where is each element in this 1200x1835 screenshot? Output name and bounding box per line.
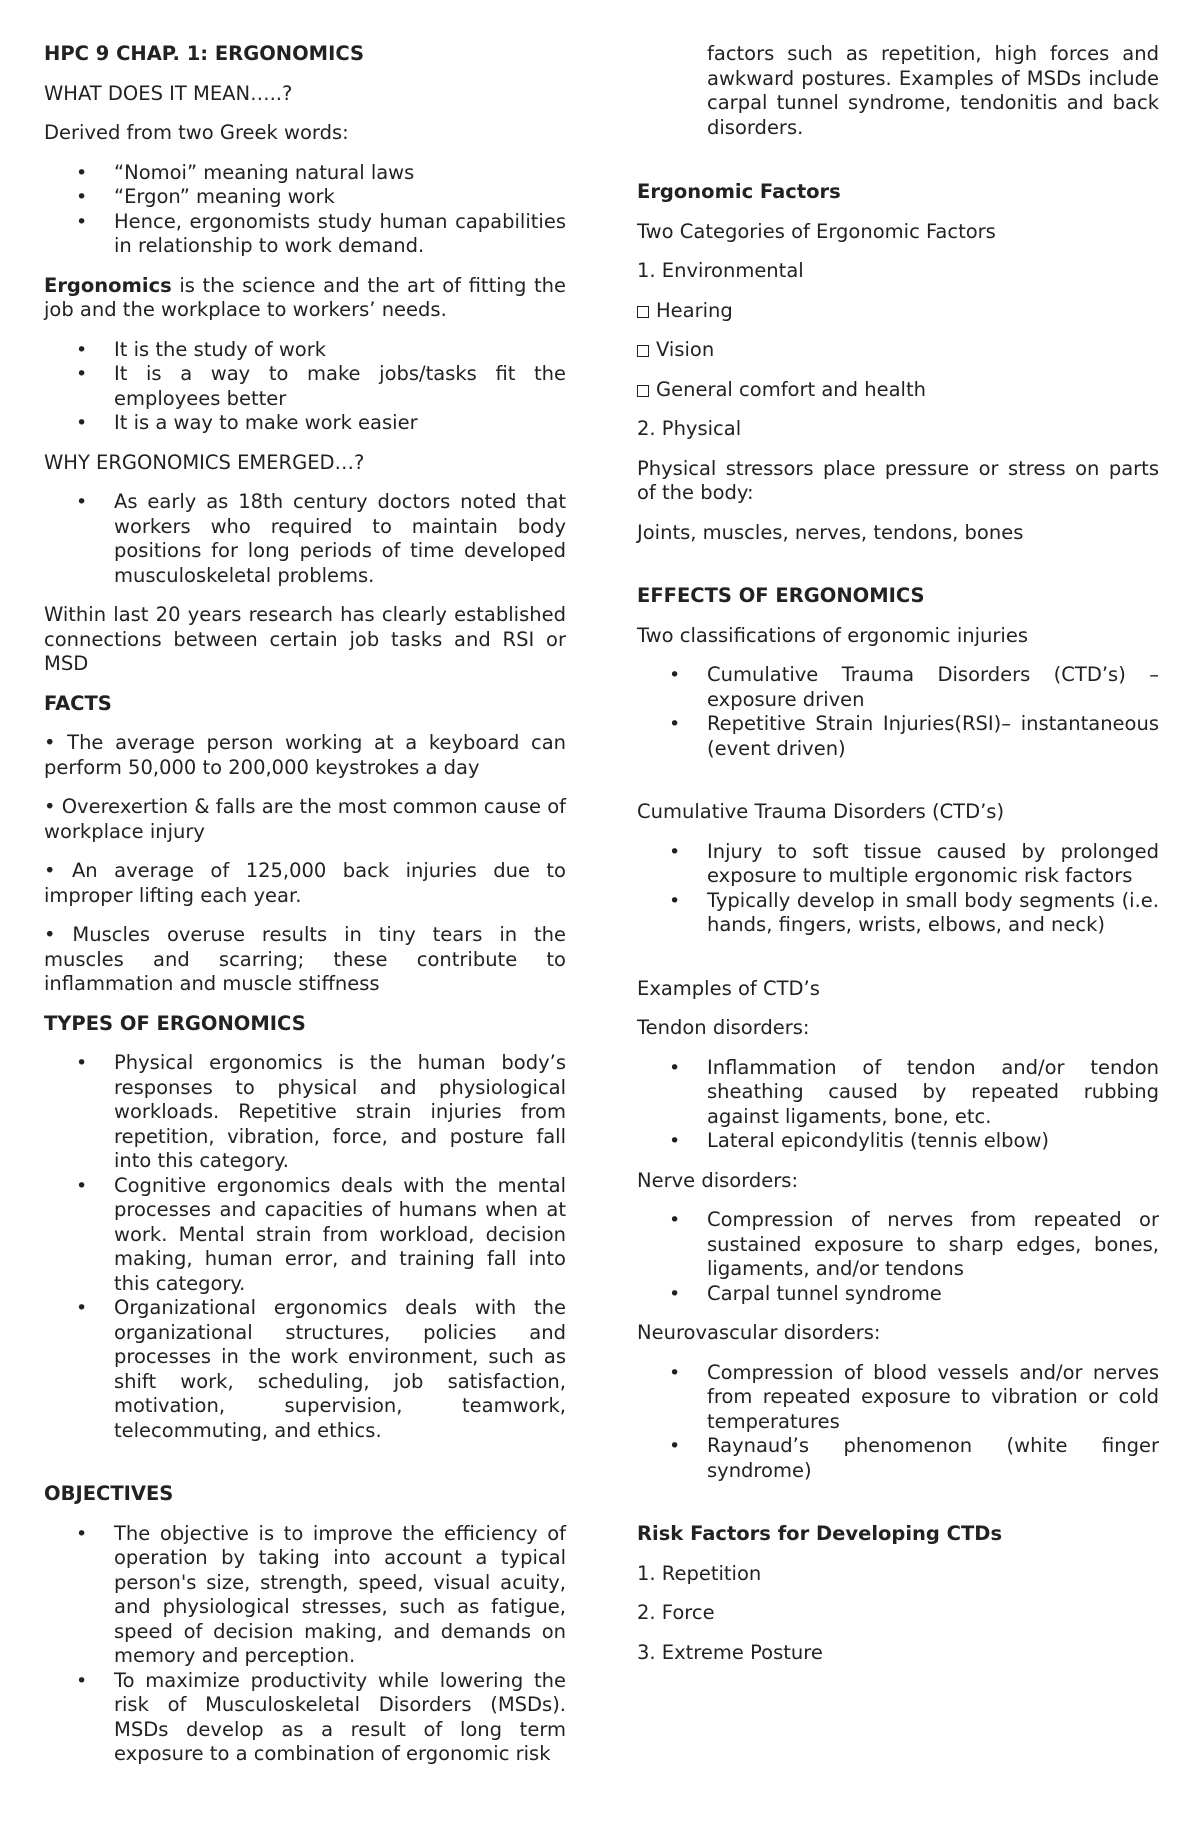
checkbox-icon (637, 385, 649, 397)
why-emerged-heading: WHY ERGONOMICS EMERGED…? (44, 450, 365, 474)
risk-item: 3. Extreme Posture (637, 1640, 823, 1664)
greek-words-list (44, 161, 566, 259)
nerve-list (637, 1208, 1159, 1306)
ergonomics-definition (44, 274, 566, 323)
physical-desc: Physical stressors place pressure or stress on parts of the body: (637, 456, 1159, 504)
neuro-heading: Neurovascular disorders: (637, 1321, 881, 1344)
list-item: • Raynaud’s phenomenon (white finger syndrome) (637, 1434, 1159, 1483)
list-item: • Injury to soft tissue caused by prolonged exposure to multiple ergonomic risk factors (637, 840, 1159, 889)
fact-item: • The average person working at a keyboard can perform 50,000 to 200,000 keystrokes a day (44, 731, 566, 779)
env-item-comfort: General comfort and health (637, 378, 1159, 403)
list-item: • Carpal tunnel syndrome (637, 1282, 1159, 1307)
list-item: • Cognitive ergonomics deals with the mental processes and capacities of humans when at work. Mental strain from workload, decision making, human error, and training fall into this category. (44, 1174, 566, 1297)
research-text: Within last 20 years research has clearly established connections between certain job tasks and RSI or MSD (44, 603, 566, 675)
tendon-heading: Tendon disorders: (637, 1016, 810, 1039)
continuation-list (637, 42, 1159, 140)
physical-text: 2. Physical (637, 417, 742, 440)
list-item: • To maximize productivity while lowering the risk of Musculoskeletal Disorders (MSDs). MSDs develop as a result of long term exposure to a combination of ergonomic risk (44, 1669, 566, 1767)
fact-item: • An average of 125,000 back injuries due to improper lifting each year. (44, 859, 566, 907)
why-list (44, 490, 566, 588)
list-item: • It is a way to make jobs/tasks fit the employees better (44, 362, 566, 411)
two-categories-text: Two Categories of Ergonomic Factors (637, 219, 996, 243)
list-item: • Lateral epicondylitis (tennis elbow) (637, 1129, 1159, 1154)
list-item: • Organizational ergonomics deals with the organizational structures, policies and processes in the work environment, such as shift work, scheduling, job satisfaction, motivation, supervision, teamwork, telecommuting, and ethics. (44, 1296, 566, 1443)
list-item: • Hence, ergonomists study human capabilities in relationship to work demand. (44, 210, 566, 259)
effects-heading: EFFECTS OF ERGONOMICS (637, 584, 925, 607)
env-item-vision: Vision (637, 338, 1159, 363)
objectives-list (44, 1522, 566, 1767)
physical-parts: Joints, muscles, nerves, tendons, bones (637, 520, 1024, 544)
derived-text: Derived from two Greek words: (44, 121, 349, 144)
env-item-hearing: Hearing (637, 299, 1159, 324)
ergonomics-term: Ergonomics (44, 273, 172, 297)
ctd-heading: Cumulative Trauma Disorders (CTD’s) (637, 800, 1005, 823)
factors-heading: Ergonomic Factors (637, 180, 841, 203)
types-list (44, 1051, 566, 1443)
list-item: • Typically develop in small body segments (i.e. hands, fingers, wrists, elbows, and neck) (637, 889, 1159, 938)
list-item: • Physical ergonomics is the human body’s responses to physical and physiological workloads. Repetitive strain injuries from repetition, vibration, force, and posture fall into this category. (44, 1051, 566, 1174)
list-item: • The objective is to improve the efficiency of operation by taking into account a typical person's size, strength, speed, visual acuity, and physiological stresses, such as fatigue, speed of decision making, and demands on memory and perception. (44, 1522, 566, 1669)
risk-heading: Risk Factors for Developing CTDs (637, 1522, 1003, 1545)
list-item: • Cumulative Trauma Disorders (CTD’s) – exposure driven (637, 663, 1159, 712)
list-item: • “Nomoi” meaning natural laws (44, 161, 566, 186)
definition-list (44, 338, 566, 436)
objectives-heading: OBJECTIVES (44, 1482, 174, 1505)
tendon-list (637, 1056, 1159, 1154)
list-item: • It is the study of work (44, 338, 566, 363)
types-heading: TYPES OF ERGONOMICS (44, 1011, 306, 1035)
examples-heading: Examples of CTD’s (637, 976, 820, 1000)
facts-heading: FACTS (44, 691, 112, 715)
fact-item: • Muscles overuse results in tiny tears in the muscles and scarring; these contribute to inflammation and muscle stiffness (44, 923, 566, 995)
left-column (44, 42, 566, 1782)
risk-item: 2. Force (637, 1601, 715, 1624)
classifications-list (637, 663, 1159, 761)
list-item: • Repetitive Strain Injuries(RSI)– instantaneous (event driven) (637, 712, 1159, 761)
list-item: • As early as 18th century doctors noted that workers who required to maintain body positions for long periods of time developed musculoskeletal problems. (44, 490, 566, 588)
list-item: • Compression of blood vessels and/or nerves from repeated exposure to vibration or cold temperatures (637, 1361, 1159, 1435)
list-item: • It is a way to make work easier (44, 411, 566, 436)
two-classifications-text: Two classifications of ergonomic injuries (637, 623, 1028, 647)
checkbox-icon (637, 306, 649, 318)
nerve-heading: Nerve disorders: (637, 1168, 799, 1192)
list-item: • “Ergon” meaning work (44, 185, 566, 210)
document-title: HPC 9 CHAP. 1: ERGONOMICS (44, 42, 365, 65)
neuro-list (637, 1361, 1159, 1484)
list-item: • Compression of nerves from repeated or sustained exposure to sharp edges, bones, ligaments, and/or tendons (637, 1208, 1159, 1282)
ergonomics-def-text: is the science and the art of fitting the job and the workplace to workers’ needs. (44, 273, 566, 321)
checkbox-icon (637, 345, 649, 357)
ctd-list (637, 840, 1159, 938)
list-item: • Inflammation of tendon and/or tendon sheathing caused by repeated rubbing against ligaments, bone, etc. (637, 1056, 1159, 1130)
what-mean-heading: WHAT DOES IT MEAN…..? (44, 81, 293, 105)
continuation-text: factors such as repetition, high forces and awkward postures. Examples of MSDs include carpal tunnel syndrome, tendonitis and back disorders. (707, 42, 1159, 139)
risk-item: 1. Repetition (637, 1561, 762, 1585)
environmental-text: 1. Environmental (637, 259, 804, 282)
fact-item: • Overexertion & falls are the most common cause of workplace injury (44, 795, 566, 843)
right-column (637, 42, 1159, 1680)
